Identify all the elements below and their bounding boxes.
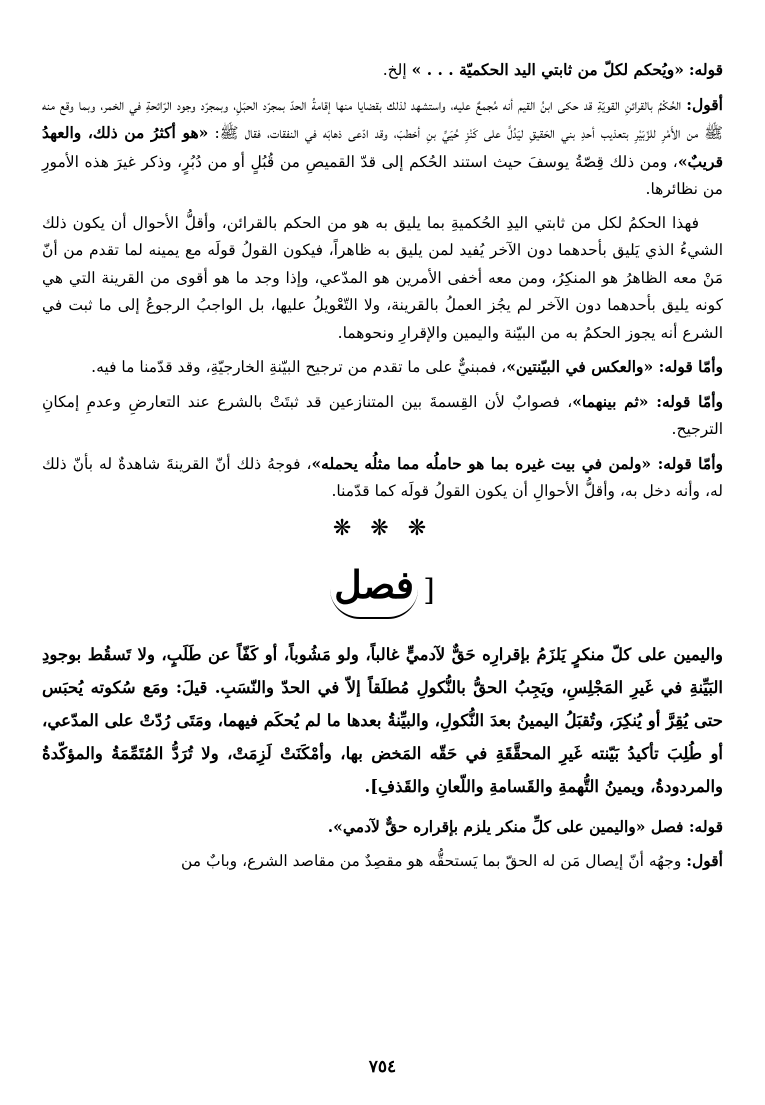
page-number: ٧٥٤ xyxy=(368,1057,397,1077)
section-ornament: ❋ ❋ ❋ xyxy=(332,515,433,541)
heading-bracket: [ xyxy=(423,572,435,608)
paragraph-text: الحُكْمُ بالقرائنِ القويّةِ قد حكى ابنُ القيم أنه مُجمعٌ عليه، واستشهد لذلك بقضايا منها إقامةُ الحدّ بمجرّد الحبَلِ، وبمجرّد وجود الرّائحةِ في الخمر، وبما وقع منه ﷺ من الأَمْرِ للزّبَيْرِ بتعذيب أحدِ بني الحَقيقِ ليَدُلَّ على كَنْزِ حُيَيِّ بنِ أخطبَ، وقد ادّعى ذهابَه في النفقات، فقال ﷺ: xyxy=(42,95,723,142)
paragraph-text: وجهُه أنّ إيصال مَن له الحقّ بما يَستحقُّه هو مقصِدٌ من مقاصد الشرع، وبابٌ من xyxy=(181,852,687,870)
lead-word: وأمّا قوله: xyxy=(656,391,723,411)
lead-word: وأمّا قوله: xyxy=(657,453,723,473)
paragraph-text: إلخ. xyxy=(382,61,412,79)
lead-word: وأمّا قوله: xyxy=(658,357,723,376)
paragraph-quote-4 xyxy=(42,450,723,506)
paragraph-quote-1 xyxy=(42,56,723,85)
paragraph-commentary-1 xyxy=(42,91,723,204)
quoted-text: «والعكس في البيّنتين» xyxy=(506,357,659,376)
quoted-text: فصل «واليمين على كلِّ منكر يلزم بإقراره حقٌّ لآدمي». xyxy=(327,816,689,836)
paragraph-quote-3 xyxy=(42,388,723,444)
section-heading xyxy=(42,562,723,626)
paragraph-text: ، فمبنيٌّ على ما تقدم من ترجيح البيّنةِ الخارجيّةِ، وقد قدّمنا ما فيه. xyxy=(91,358,507,376)
paragraph-quote-2 xyxy=(42,353,723,382)
quoted-text: «ثم بينهما» xyxy=(572,391,657,411)
lead-word: أقول: xyxy=(686,851,723,870)
paragraph-commentary-3 xyxy=(42,847,723,876)
paragraph-text: فهذا الحكمُ لكل من ثابتي اليدِ الحُكميةِ بما يليق به هو من الحكم بالقرائن، وأقلُّ الأحوال أن يكون ذلك الشيءُ الذي يَليق بأحدهما دون الآخر يُفيد لمن يليق به ظاهراً، فيكون القولُ قولَه مع يمينه لما تقدم من أنّ مَنْ معه الظاهرُ هو المنكِرُ، ومن معه أخفى الأمرين هو المدّعي، وإذا وجد ما هو أقوى من القرينة التي هي كونه يليق بأحدهما دون الآخر لم يجُز العملُ بالقرينة، ولا التّعْويلُ عليها، بل الواجبُ الرجوعُ إلى ما ثبت في الشرع أنه يجوز الحكمُ به من البيّنة واليمين والإقرارِ ونحوهما. xyxy=(42,213,723,342)
paragraph-commentary-2 xyxy=(42,210,723,348)
lead-word: قوله: xyxy=(688,816,723,836)
quoted-text: «ولمن في بيت غيره بما هو حاملُه مما مثلُه يحمله» xyxy=(311,453,658,473)
lead-word: قوله: xyxy=(688,60,723,79)
paragraph-text: ، فوجهُ ذلك أنّ القرينةَ شاهدةٌ له بأنّ ذلك له، وأنه دخل به، وأقلُّ الأحوالِ أن يكون القولُ قولَه كما قدّمنا. xyxy=(42,454,723,500)
quoted-hadith: «هو أكثرُ من ذلك، والعهدُ قريبٌ» xyxy=(42,123,723,171)
paragraph-text: ، ومن ذلك قِصّةُ يوسفَ حيث استند الحُكم إلى قدّ القميصِ من قُبُلٍ أو من دُبُرٍ، وذكر غيرَ هذه الأمورِ من نظائرها. xyxy=(42,152,723,198)
quoted-text: «ويُحكم لكلّ من ثابتي اليد الحكميّة . . . » xyxy=(411,60,684,79)
heading-word: فصل xyxy=(330,562,418,619)
lead-word: أقول: xyxy=(686,94,723,114)
paragraph-quote-5 xyxy=(42,813,723,842)
matn-text: واليمين على كلّ منكرٍ يَلزَمُ بإقرارِه حَقٌّ لآدميٍّ غالباً، ولو مَشُوباً، أو كَفّاً عن طَلَبٍ، ولا تَسقُط بوجودِ البَيِّنةِ في غَيرِ المَجْلِسِ، ويَجِبُ الحقُّ بالنُّكولِ مُطلَقاً إلاّ في الحدّ والنّسَبِ. قيلَ: ومَع سُكوته يُحبَس حتى يُقِرَّ أو يُنكِرَ، وتُقبَلُ اليمينُ بعدَ النُّكولِ، والبيِّنةُ بعدها ما لم يُحكَم فيهما، ومَتَى رُدّتْ على المدّعي، أو طُلِبَ تأكيدُ بَيّنته غَيرِ المحقَّقَةِ في حَقّه المَخض بها، وأمْكَنَتْ لَزِمَتْ، ولا تُرَدُّ المُتَمِّمَةُ والمؤكّدةُ والمردودةُ، ويمينُ التُّهمةِ والقَسامةِ واللّعانِ والقَذفِ]. xyxy=(42,644,723,796)
paragraph-text: ، فصوابٌ لأن القِسمةَ بين المتنازعين قد ثبتَتْ بالشرع عند التعارضِ وعدمِ إمكانِ الترجيح. xyxy=(42,392,723,438)
